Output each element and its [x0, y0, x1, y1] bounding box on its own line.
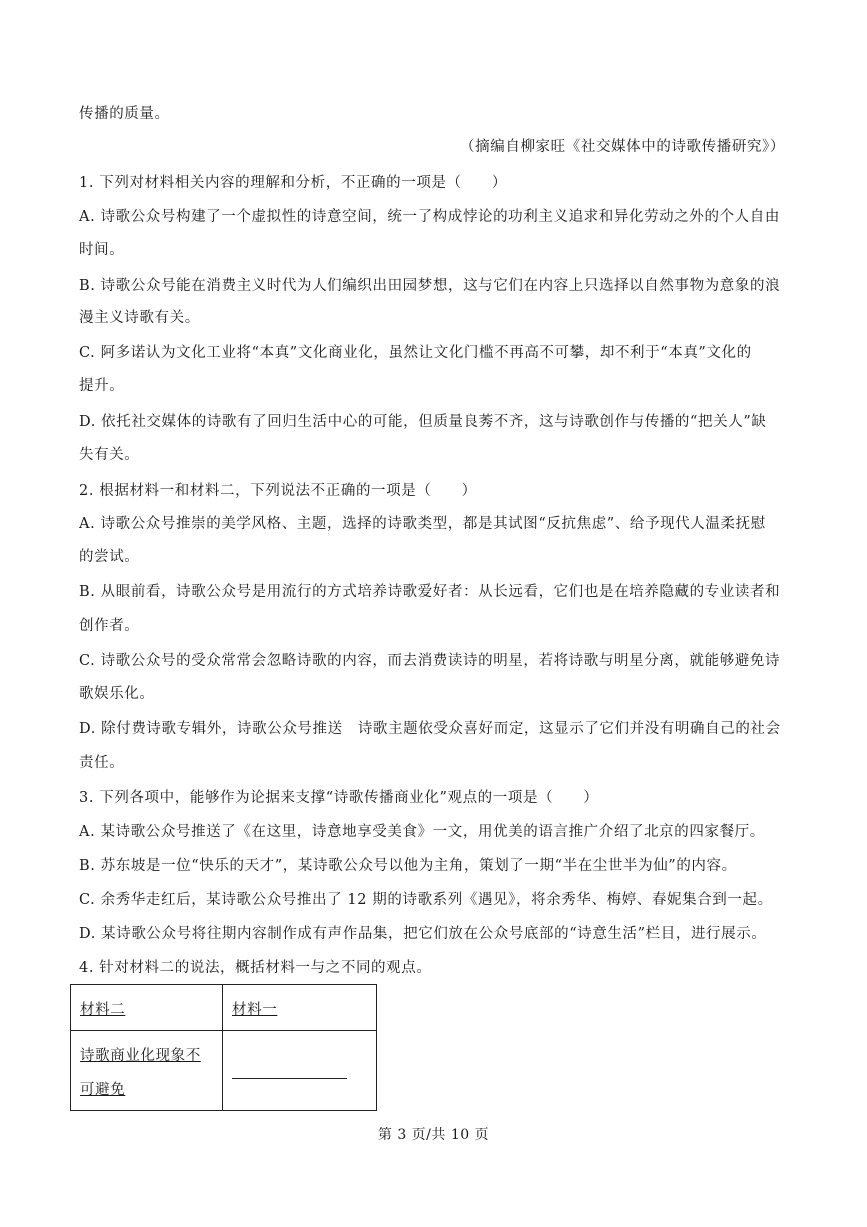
q2-option-d-line2: 责任。: [79, 755, 125, 771]
q1-option-a-line1: A. 诗歌公众号构建了一个虚拟性的诗意空间，统一了构成悖论的功利主义追求和异化劳动之外的个人自由: [79, 209, 780, 225]
q3-option-c: C. 余秀华走红后，某诗歌公众号推出了 12 期的诗歌系列《遇见》，将余秀华、梅婷、春妮集合到一起。: [79, 892, 773, 908]
q3-option-d: D. 某诗歌公众号将往期内容制作成有声作品集，把它们放在公众号底部的“诗意生活”栏目，进行展示。: [79, 926, 767, 942]
q2-option-a-line1: A. 诗歌公众号推崇的美学风格、主题，选择的诗歌类型，都是其试图“反抗焦虑”、给予现代人温柔抚慰: [79, 516, 766, 532]
q2-option-a-line2: 的尝试。: [79, 549, 140, 565]
row-left-line1: 诗歌商业化现象不: [80, 1048, 201, 1064]
row-left-line2: 可避免: [80, 1082, 126, 1098]
question-1-stem: 1. 下列对材料相关内容的理解和分析，不正确的一项是（ ）: [79, 175, 507, 191]
answer-blank-line[interactable]: [232, 1078, 347, 1079]
question-2-stem: 2. 根据材料一和材料二，下列说法不正确的一项是（ ）: [79, 483, 477, 499]
question-4-stem: 4. 针对材料二的说法，概括材料一与之不同的观点。: [79, 960, 432, 976]
q1-option-d-line1: D. 依托社交媒体的诗歌有了回归生活中心的可能，但质量良莠不齐，这与诗歌创作与传播的“把关人”缺: [79, 414, 767, 430]
answer-table: [70, 984, 377, 1111]
q2-option-c-line1: C. 诗歌公众号的受众常常会忽略诗歌的内容，而去消费读诗的明星，若将诗歌与明星分离，就能够避免诗: [79, 653, 781, 669]
q2-option-b-line2: 创作者。: [79, 618, 140, 634]
header-material-1: 材料一: [232, 1002, 278, 1018]
q2-option-c-line2: 歌娱乐化。: [79, 686, 155, 702]
q1-option-d-line2: 失有关。: [79, 447, 140, 463]
q3-option-b: B. 苏东坡是一位“快乐的天才”，某诗歌公众号以他为主角，策划了一期“半在尘世半为仙”的内容。: [79, 858, 737, 874]
source-citation: （摘编自柳家旺《社交媒体中的诗歌传播研究》）: [460, 139, 785, 155]
q1-option-a-line2: 时间。: [79, 242, 125, 258]
q1-option-b-line1: B. 诗歌公众号能在消费主义时代为人们编织出田园梦想，这与它们在内容上只选择以自然事物为意象的浪: [79, 278, 781, 294]
question-3-stem: 3. 下列各项中，能够作为论据来支撑“诗歌传播商业化”观点的一项是（ ）: [79, 790, 599, 806]
table-header-cell: [223, 985, 377, 1031]
q1-option-b-line2: 漫主义诗歌有关。: [79, 310, 200, 326]
table-cell-answer[interactable]: [223, 1031, 377, 1111]
page-footer: 第 3 页/共 10 页: [377, 1127, 490, 1143]
header-material-2: 材料二: [80, 1002, 126, 1018]
q1-option-c-line2: 提升。: [79, 378, 125, 394]
q2-option-d-line1: D. 除付费诗歌专辑外，诗歌公众号推送 诗歌主题依受众喜好而定，这显示了它们并没有明确自己的社会: [79, 721, 781, 737]
table-header-cell: [71, 985, 223, 1031]
q2-option-b-line1: B. 从眼前看，诗歌公众号是用流行的方式培养诗歌爱好者：从长远看，它们也是在培养隐藏的专业读者和: [79, 584, 781, 600]
passage-end: 传播的质量。: [79, 106, 170, 122]
q3-option-a: A. 某诗歌公众号推送了《在这里，诗意地享受美食》一文，用优美的语言推广介绍了北京的四家餐厅。: [79, 824, 765, 840]
q1-option-c-line1: C. 阿多诺认为文化工业将“本真”文化商业化，虽然让文化门槛不再高不可攀，却不利于“本真”文化的: [79, 345, 752, 361]
table-cell-left: [71, 1031, 223, 1111]
